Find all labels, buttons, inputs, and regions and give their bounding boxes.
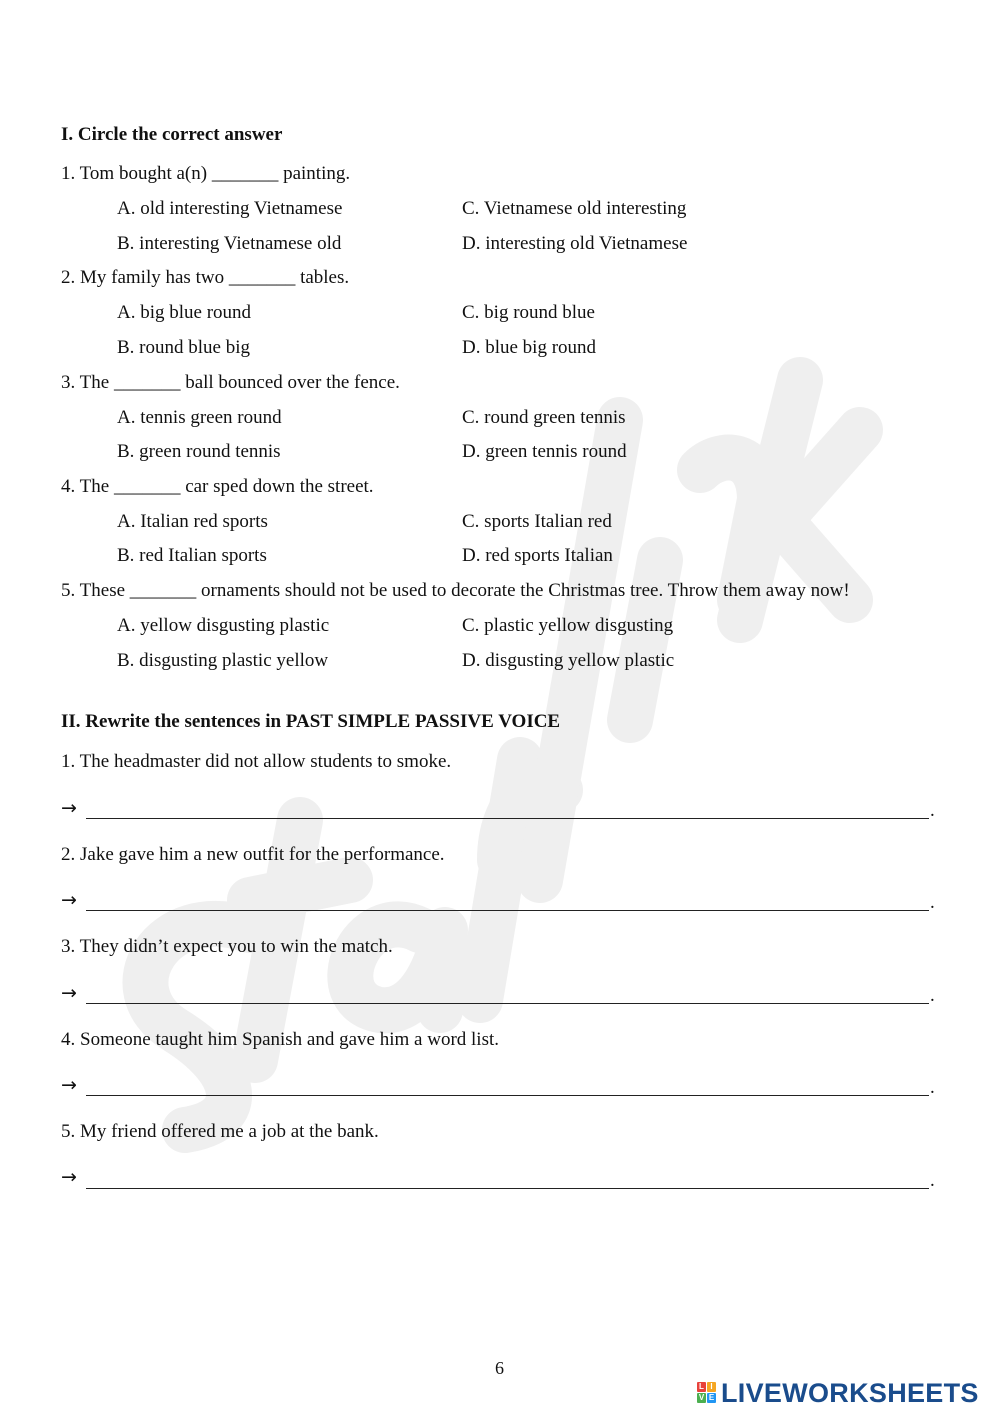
question-4-stem: 4. The _______ car sped down the street. [61, 476, 374, 497]
question-3-option-d[interactable]: D. green tennis round [462, 441, 627, 462]
answer-line-5[interactable] [86, 1188, 929, 1189]
question-5-option-b[interactable]: B. disgusting plastic yellow [117, 650, 329, 671]
question-1-option-b[interactable]: B. interesting Vietnamese old [117, 233, 342, 254]
answer-line-4[interactable] [86, 1095, 929, 1096]
question-2-option-a[interactable]: A. big blue round [117, 302, 252, 323]
question-5-stem: 5. These _______ ornaments should not be used to decorate the Christmas tree. Throw them away now! [61, 580, 850, 601]
answer-line-3-period: . [930, 985, 935, 1006]
question-1-option-c[interactable]: C. Vietnamese old interesting [462, 198, 687, 219]
rewrite-sentence-5: 5. My friend offered me a job at the bank. [61, 1121, 379, 1142]
question-2-option-c[interactable]: C. big round blue [462, 302, 595, 323]
question-4-option-c[interactable]: C. sports Italian red [462, 511, 612, 532]
logo-icon-letter: L [697, 1382, 706, 1392]
question-4-option-a[interactable]: A. Italian red sports [117, 511, 268, 532]
arrow-icon: → [61, 982, 77, 1004]
answer-line-2-period: . [930, 892, 935, 913]
liveworksheets-logo-text: LIVEWORKSHEETS [721, 1378, 979, 1408]
liveworksheets-logo-icon [697, 1382, 717, 1404]
question-2-option-b[interactable]: B. round blue big [117, 337, 250, 358]
page-number: 6 [495, 1358, 504, 1378]
answer-line-1[interactable] [86, 818, 929, 819]
rewrite-sentence-4: 4. Someone taught him Spanish and gave him a word list. [61, 1029, 500, 1050]
question-3-stem: 3. The _______ ball bounced over the fence. [61, 372, 400, 393]
logo-icon-letter: V [698, 1393, 705, 1402]
question-5-option-a[interactable]: A. yellow disgusting plastic [117, 615, 330, 636]
question-1-option-d[interactable]: D. interesting old Vietnamese [462, 233, 688, 254]
question-2-stem: 2. My family has two _______ tables. [61, 267, 350, 288]
question-3-option-a[interactable]: A. tennis green round [117, 407, 282, 428]
arrow-icon: → [61, 797, 77, 819]
answer-line-4-period: . [930, 1077, 935, 1098]
liveworksheets-logo [697, 1377, 995, 1409]
section-1-heading: I. Circle the correct answer [61, 124, 283, 145]
section-2-heading: II. Rewrite the sentences in PAST SIMPLE PASSIVE VOICE [61, 711, 561, 732]
question-2-option-d[interactable]: D. blue big round [462, 337, 597, 358]
answer-line-2[interactable] [86, 910, 929, 911]
question-4-option-b[interactable]: B. red Italian sports [117, 545, 267, 566]
arrow-icon: → [61, 1166, 77, 1188]
question-4-option-d[interactable]: D. red sports Italian [462, 545, 613, 566]
answer-line-1-period: . [930, 800, 935, 821]
arrow-icon: → [61, 889, 77, 911]
rewrite-sentence-3: 3. They didn’t expect you to win the match. [61, 936, 393, 957]
question-5-option-c[interactable]: C. plastic yellow disgusting [462, 615, 674, 636]
rewrite-sentence-1: 1. The headmaster did not allow students to smoke. [61, 751, 452, 772]
answer-line-5-period: . [930, 1170, 935, 1191]
question-3-option-b[interactable]: B. green round tennis [117, 441, 281, 462]
answer-line-3[interactable] [86, 1003, 929, 1004]
logo-icon-letter: I [707, 1382, 716, 1392]
rewrite-sentence-2: 2. Jake gave him a new outfit for the performance. [61, 844, 445, 865]
arrow-icon: → [61, 1074, 77, 1096]
logo-icon-letter: E [708, 1393, 715, 1402]
question-3-option-c[interactable]: C. round green tennis [462, 407, 626, 428]
question-1-stem: 1. Tom bought a(n) _______ painting. [61, 163, 351, 184]
question-5-option-d[interactable]: D. disgusting yellow plastic [462, 650, 675, 671]
question-1-option-a[interactable]: A. old interesting Vietnamese [117, 198, 343, 219]
